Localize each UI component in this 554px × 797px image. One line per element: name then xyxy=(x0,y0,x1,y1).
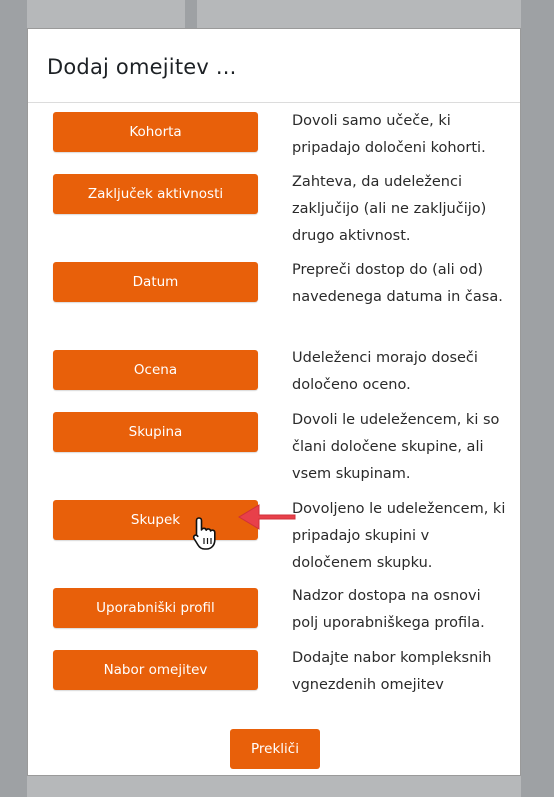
date-button[interactable]: Datum xyxy=(53,262,258,302)
grade-description: Udeleženci morajo doseči določeno oceno. xyxy=(292,350,478,393)
dialog-header xyxy=(28,29,520,103)
activity-completion-description: Zahteva, da udeleženci zaključijo (ali ne zaključijo) drugo aktivnost. xyxy=(292,174,487,244)
date-description: Prepreči dostop do (ali od) navedenega datuma in časa. xyxy=(292,262,503,305)
kohorta-description: Dovoli samo učeče, ki pripadajo določeni kohorti. xyxy=(292,113,486,156)
group-button[interactable]: Skupina xyxy=(53,412,258,452)
cancel-button[interactable]: Prekliči xyxy=(230,729,320,769)
restriction-set-button[interactable]: Nabor omejitev xyxy=(53,650,258,690)
activity-completion-button[interactable]: Zaključek aktivnosti xyxy=(53,174,258,214)
background-stripe-left xyxy=(0,0,27,797)
user-profile-description: Nadzor dostopa na osnovi polj uporabniškega profila. xyxy=(292,588,485,631)
background-stripe-right xyxy=(521,0,554,797)
background-stripe-mid xyxy=(185,0,197,28)
add-restriction-dialog xyxy=(27,28,521,776)
grade-button[interactable]: Ocena xyxy=(53,350,258,390)
dialog-title: Dodaj omejitev ... xyxy=(47,55,237,79)
grouping-description: Dovoljeno le udeležencem, ki pripadajo skupini v določenem skupku. xyxy=(292,501,506,571)
hand-pointer-cursor-icon xyxy=(192,516,218,552)
kohorta-button[interactable]: Kohorta xyxy=(53,112,258,152)
user-profile-button[interactable]: Uporabniški profil xyxy=(53,588,258,628)
red-arrow-icon xyxy=(237,500,297,534)
grouping-button[interactable]: Skupek xyxy=(53,500,258,540)
restriction-set-description: Dodajte nabor kompleksnih vgnezdenih omejitev xyxy=(292,650,492,693)
group-description: Dovoli le udeležencem, ki so člani določene skupine, ali vsem skupinam. xyxy=(292,412,500,482)
